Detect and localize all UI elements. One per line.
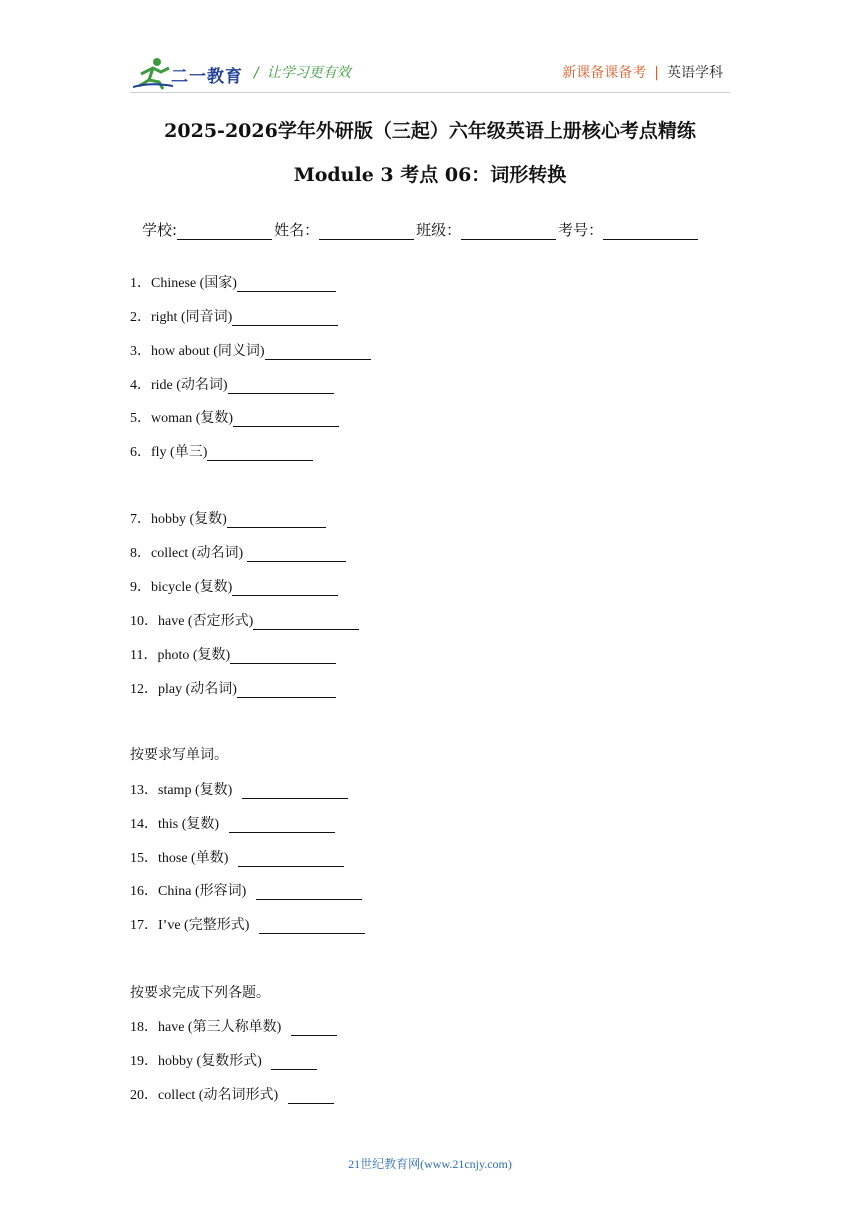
question-number: 9． xyxy=(130,580,151,595)
answer-blank[interactable] xyxy=(230,650,336,664)
question-9 xyxy=(130,576,338,596)
page-title: 2025-2026学年外研版（三起）六年级英语上册核心考点精练 xyxy=(164,120,696,142)
answer-blank[interactable] xyxy=(259,920,365,934)
exam-no-field[interactable] xyxy=(603,224,698,240)
answer-blank[interactable] xyxy=(232,582,338,596)
question-number: 16． xyxy=(130,884,158,899)
question-text: photo (复数) xyxy=(157,648,231,663)
question-15 xyxy=(130,847,344,867)
question-text: Chinese (国家) xyxy=(151,276,237,291)
question-text: woman (复数) xyxy=(151,411,234,426)
question-11 xyxy=(130,644,336,664)
school-field[interactable] xyxy=(177,224,272,240)
question-number: 14． xyxy=(130,817,158,832)
question-text: hobby (复数) xyxy=(151,512,227,527)
question-text: ride (动名词) xyxy=(151,378,228,393)
answer-blank[interactable] xyxy=(227,514,326,528)
answer-blank[interactable] xyxy=(288,1090,334,1104)
question-number: 12． xyxy=(130,682,158,697)
question-number: 3． xyxy=(130,344,151,359)
answer-blank[interactable] xyxy=(253,616,359,630)
header-divider xyxy=(130,92,730,93)
question-text: collect (动名词) xyxy=(151,546,247,561)
slogan-text: 让学习更有效 xyxy=(266,65,351,81)
question-12 xyxy=(130,678,336,698)
class-field[interactable] xyxy=(461,224,556,240)
question-text: hobby (复数形式) xyxy=(158,1054,266,1069)
brand-text: 新课备课备考 xyxy=(562,65,647,81)
question-number: 15． xyxy=(130,851,158,866)
answer-blank[interactable] xyxy=(233,413,339,427)
question-4 xyxy=(130,374,334,394)
question-text: this (复数) xyxy=(158,817,223,832)
question-5 xyxy=(130,407,339,427)
question-number: 1． xyxy=(130,276,151,291)
question-text: have (第三人称单数) xyxy=(158,1020,285,1035)
answer-blank[interactable] xyxy=(247,548,346,562)
question-number: 18． xyxy=(130,1020,158,1035)
question-7 xyxy=(130,508,326,528)
question-20 xyxy=(130,1084,334,1104)
question-number: 6． xyxy=(130,445,151,460)
answer-blank[interactable] xyxy=(229,819,335,833)
question-number: 2． xyxy=(130,310,151,325)
question-14 xyxy=(130,813,335,833)
name-field[interactable] xyxy=(319,224,414,240)
header-right xyxy=(562,62,723,82)
question-text: collect (动名词形式) xyxy=(158,1088,282,1103)
question-text: stamp (复数) xyxy=(158,783,236,798)
answer-blank[interactable] xyxy=(291,1022,337,1036)
page-header xyxy=(0,0,860,95)
answer-blank[interactable] xyxy=(271,1056,317,1070)
logo xyxy=(133,56,243,90)
answer-blank[interactable] xyxy=(238,853,344,867)
question-number: 17． xyxy=(130,918,158,933)
question-text: fly (单三) xyxy=(151,445,208,460)
section-instruction-1: 按要求写单词。 xyxy=(130,748,228,763)
exam-no-label: 考号： xyxy=(558,221,604,239)
question-18 xyxy=(130,1016,337,1036)
question-2 xyxy=(130,306,338,326)
school-label: 学校: xyxy=(142,221,178,239)
question-text: those (单数) xyxy=(158,851,232,866)
question-10 xyxy=(130,610,359,630)
answer-blank[interactable] xyxy=(265,346,371,360)
answer-blank[interactable] xyxy=(237,684,336,698)
question-6 xyxy=(130,441,313,461)
question-number: 10． xyxy=(130,614,158,629)
question-text: how about (同义词) xyxy=(151,344,265,359)
question-text: play (动名词) xyxy=(158,682,237,697)
slogan: / 让学习更有效 xyxy=(254,65,351,81)
class-label: 班级： xyxy=(416,221,462,239)
answer-blank[interactable] xyxy=(242,785,348,799)
question-text: right (同音词) xyxy=(151,310,233,325)
answer-blank[interactable] xyxy=(232,312,338,326)
question-number: 19． xyxy=(130,1054,158,1069)
runner-logo-icon xyxy=(133,56,173,90)
question-16 xyxy=(130,880,362,900)
name-label: 姓名： xyxy=(274,221,320,239)
answer-blank[interactable] xyxy=(228,380,334,394)
question-1 xyxy=(130,272,336,292)
question-number: 13． xyxy=(130,783,158,798)
answer-blank[interactable] xyxy=(207,447,313,461)
logo-text: 二一教育 xyxy=(171,67,243,87)
subject-text: 英语学科 xyxy=(667,65,723,81)
page-footer: 21世纪教育网(www.21cnjy.com) xyxy=(348,1157,512,1171)
question-17 xyxy=(130,914,365,934)
question-13 xyxy=(130,779,348,799)
question-text: China (形容词) xyxy=(158,884,250,899)
answer-blank[interactable] xyxy=(237,278,336,292)
question-3 xyxy=(130,340,371,360)
question-number: 7． xyxy=(130,512,151,527)
question-8 xyxy=(130,542,346,562)
question-number: 4． xyxy=(130,378,151,393)
question-text: I’ve (完整形式) xyxy=(158,918,253,933)
question-number: 8． xyxy=(130,546,151,561)
question-number: 5． xyxy=(130,411,151,426)
section-instruction-2: 按要求完成下列各题。 xyxy=(130,986,270,1001)
page-subtitle: Module 3 考点 06：词形转换 xyxy=(293,164,567,186)
question-19 xyxy=(130,1050,317,1070)
header-separator: | xyxy=(654,65,659,81)
answer-blank[interactable] xyxy=(256,886,362,900)
question-text: bicycle (复数) xyxy=(151,580,233,595)
question-number: 11． xyxy=(130,648,158,663)
student-info-row xyxy=(142,219,700,240)
question-number: 20． xyxy=(130,1088,158,1103)
question-text: have (否定形式) xyxy=(158,614,254,629)
